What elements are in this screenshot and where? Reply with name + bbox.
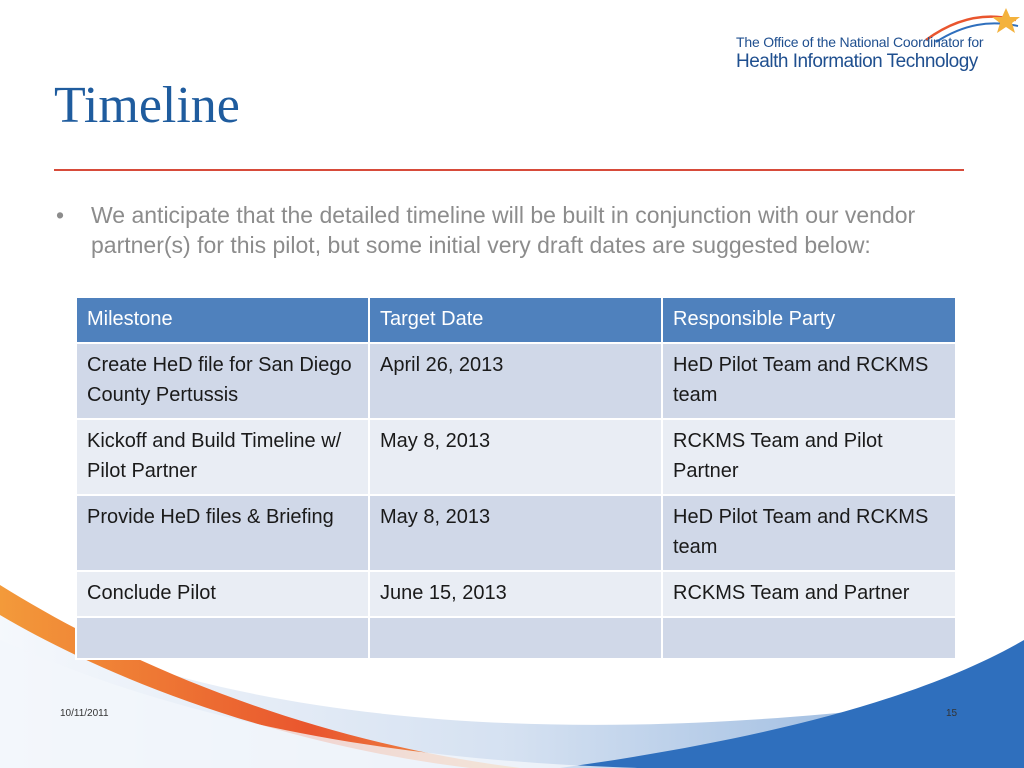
title-divider (54, 169, 964, 171)
bullet-text: We anticipate that the detailed timeline will be built in conjunction with our vendor partner(s) for this pilot, but some initial very draft dates are suggested below: (91, 202, 916, 258)
logo-line2: Health Information Technology (736, 51, 978, 72)
cell-target-date: May 8, 2013 (369, 495, 662, 571)
timeline-table (75, 296, 957, 660)
cell-milestone (76, 617, 369, 659)
cell-milestone: Conclude Pilot (76, 571, 369, 617)
cell-milestone: Provide HeD files & Briefing (76, 495, 369, 571)
cell-target-date: June 15, 2013 (369, 571, 662, 617)
bullet-marker: • (56, 202, 65, 228)
table-row (76, 419, 956, 495)
cell-responsible-party: RCKMS Team and Pilot Partner (662, 419, 956, 495)
footer-page-number: 15 (946, 708, 958, 719)
cell-responsible-party: HeD Pilot Team and RCKMS team (662, 343, 956, 419)
logo-line1: The Office of the National Coordinator for (736, 34, 984, 50)
header-milestone: Milestone (76, 297, 369, 343)
slide-title: Timeline (54, 77, 240, 134)
cell-target-date: May 8, 2013 (369, 419, 662, 495)
cell-responsible-party: RCKMS Team and Partner (662, 571, 956, 617)
table-row (76, 571, 956, 617)
table-row (76, 495, 956, 571)
table-header-row (76, 297, 956, 343)
cell-responsible-party (662, 617, 956, 659)
onc-logo (736, 6, 1024, 76)
table-row (76, 343, 956, 419)
cell-responsible-party: HeD Pilot Team and RCKMS team (662, 495, 956, 571)
footer-date: 10/11/2011 (60, 708, 109, 719)
cell-target-date: April 26, 2013 (369, 343, 662, 419)
cell-milestone: Create HeD file for San Diego County Pertussis (76, 343, 369, 419)
table-row-empty (76, 617, 956, 659)
header-target-date: Target Date (369, 297, 662, 343)
cell-target-date (369, 617, 662, 659)
cell-milestone: Kickoff and Build Timeline w/ Pilot Partner (76, 419, 369, 495)
header-responsible-party: Responsible Party (662, 297, 956, 343)
